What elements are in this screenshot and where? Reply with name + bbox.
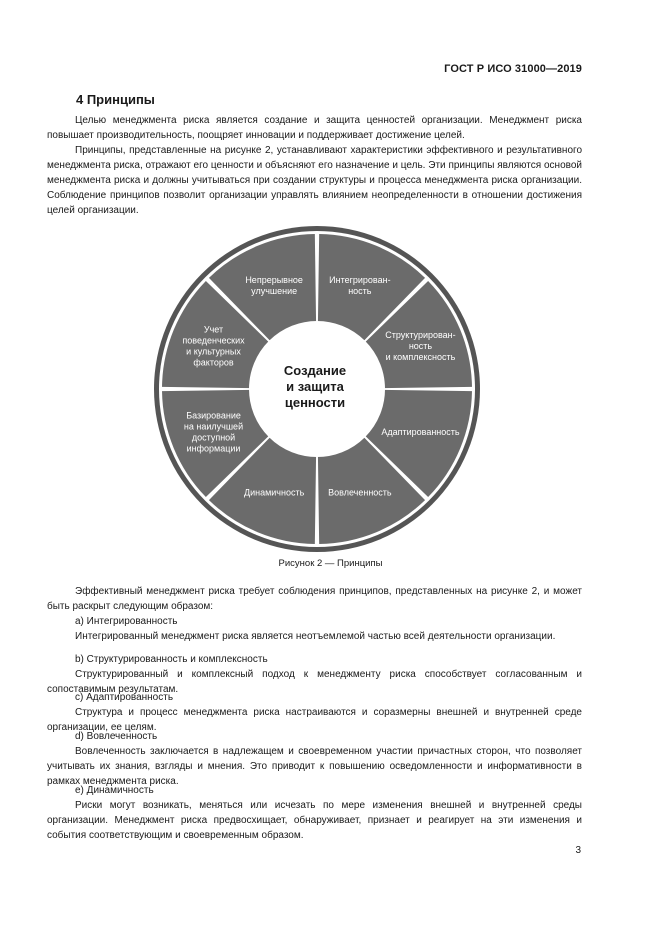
principle-a-text: Интегрированный менеджмент риска является неотъемлемой частью всей деятельности организации. [75, 631, 556, 642]
figure-caption: Рисунок 2 — Принципы [278, 558, 383, 569]
document-standard-number: ГОСТ Р ИСО 31000—2019 [444, 63, 582, 75]
principle-d-label: d) Вовлеченность [75, 731, 158, 742]
page-number: 3 [575, 845, 581, 856]
principle-a-label: a) Интегрированность [75, 616, 178, 627]
principle-c-label: c) Адаптированность [75, 692, 174, 703]
principle-d-text: Вовлеченность заключается в надлежащем и своевременном участии причастных сторон, что позволяет учитывать их знания, взгляды и мнения. Это приводит к повышению осведомленности и информативности в рамках менеджмента риска. [47, 746, 582, 787]
principle-e-label: e) Динамичность [75, 785, 154, 796]
principle-c-text: Структура и процесс менеджмента риска настраиваются и соразмерны внешней и внутренней среде организации, ее целям. [47, 707, 582, 733]
principle-segment-label-6: Базирование на наилучшей доступной информации [183, 410, 244, 454]
intro-paragraph-1: Целью менеджмента риска является создание и защита ценностей организации. Менеджмент риска повышает производительность, поощряет инновации и поддерживает достижение целей. [47, 115, 582, 141]
principle-segment-label-1: Интегрирован-ность [329, 275, 391, 297]
principle-b-text: Структурированный и комплексный подход к менеджменту риска способствует согласованным и сопоставимым результатам. [47, 669, 582, 695]
principle-segment-label-3: Адаптированность [381, 426, 460, 437]
principle-segment-label-7: Учет поведенческих и культурных факторов [182, 324, 245, 368]
body-lead-paragraph: Эффективный менеджмент риска требует соблюдения принципов, представленных на рисунке 2, и может быть раскрыт следующим образом: [47, 586, 582, 612]
principle-segment-label-4: Вовлеченность [328, 487, 392, 498]
principle-segment-label-5: Динамичность [243, 487, 305, 498]
section-heading: 4 Принципы [76, 92, 155, 107]
principle-segment-label-8: Непрерывное улучшение [245, 275, 303, 297]
center-label-line-2: и защита [286, 379, 344, 394]
center-label-line-1: Создание [283, 363, 347, 378]
intro-paragraph-2: Принципы, представленные на рисунке 2, устанавливают характеристики эффективного и результативного менеджмента риска, отражают его ценности и объясняют его назначение и цель. Эти принципы являются основой менеджмента риска и должны учитываться при создании структуры и процесса менеджмента риска организации. Соблюдение принципов позволит организации управлять влиянием неопределенности в отношении достижения целей организации. [47, 145, 582, 216]
principle-segment-label-2: Структурирован-ность и комплексность [385, 330, 456, 363]
principle-b-label: b) Структурированность и комплексность [75, 654, 268, 665]
center-label-line-3: ценности [284, 395, 346, 410]
principle-e-text: Риски могут возникать, меняться или исчезать по мере изменения внешней и внутренней среды организации. Менеджмент риска предвосхищает, обнаруживает, признает и реагирует на эти изменения и события соответствующим и своевременным образом. [47, 800, 582, 841]
center-label [284, 363, 346, 410]
